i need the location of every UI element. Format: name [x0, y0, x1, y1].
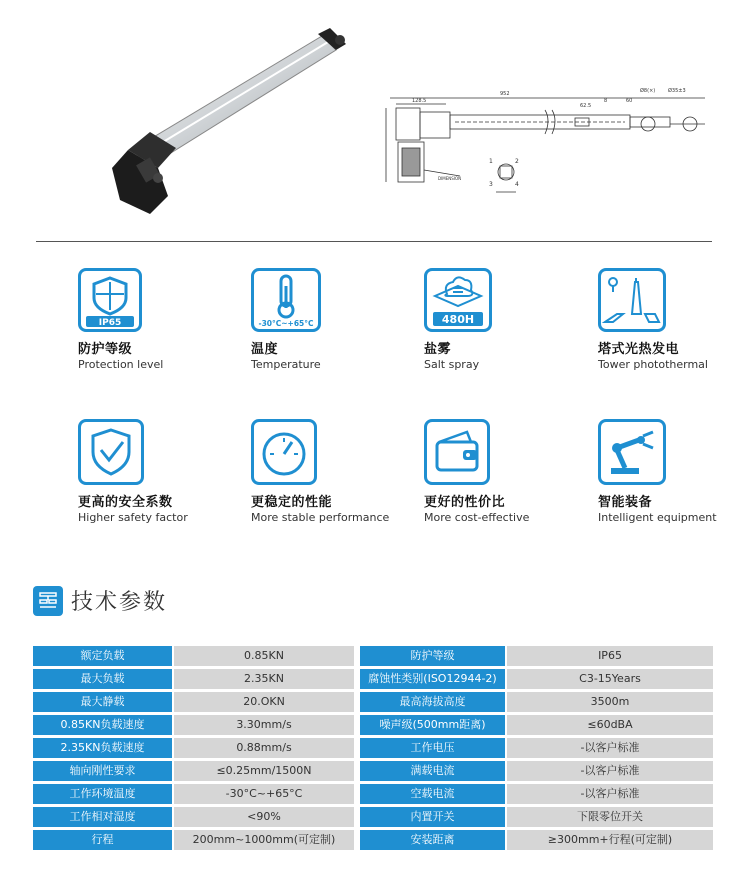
parameters-icon — [33, 586, 63, 616]
table-row — [33, 738, 713, 758]
spec-value: ≤0.25mm/1500N — [174, 761, 354, 781]
dim-end: 60 — [626, 98, 633, 104]
feature-subtitle: Salt spray — [424, 358, 480, 371]
spec-key: 噪声级(500mm距离) — [360, 715, 505, 735]
spec-key: 最大负载 — [33, 669, 172, 689]
spec-value: 下限零位开关 — [507, 807, 713, 827]
feature-safety — [78, 419, 250, 524]
feature-cost — [424, 419, 596, 524]
gauge-icon — [251, 419, 317, 485]
temp-range-badge: -30°C~+65°C — [258, 319, 314, 328]
spec-key: 工作环境温度 — [33, 784, 172, 804]
drawing-note: DIMENSION — [438, 176, 462, 181]
table-row — [33, 830, 713, 850]
spec-key: 最大静载 — [33, 692, 172, 712]
pin-2: 2 — [515, 158, 519, 165]
salt-spray-icon — [424, 268, 492, 332]
section-title: 技术参数 — [71, 590, 168, 615]
thermometer-icon — [251, 268, 321, 332]
pin-1: 1 — [489, 158, 493, 165]
feature-subtitle: More cost-effective — [424, 511, 530, 524]
spec-key: 安装距离 — [360, 830, 505, 850]
shield-icon — [78, 268, 142, 332]
spec-value: 3500m — [507, 692, 713, 712]
spec-key: 额定负载 — [33, 646, 172, 666]
spec-value: 2.35KN — [174, 669, 354, 689]
dim-rear: 8 — [604, 98, 608, 104]
spec-value: -以客户标准 — [507, 761, 713, 781]
feature-title: 更稳定的性能 — [251, 495, 333, 510]
tower-solar-icon — [598, 268, 666, 332]
spec-value: ≥300mm+行程(可定制) — [507, 830, 713, 850]
feature-intelligent — [598, 419, 744, 524]
hours-badge: 480H — [441, 313, 475, 326]
feature-subtitle: Temperature — [251, 358, 321, 371]
check-shield-icon — [78, 419, 144, 485]
spec-value: 0.88mm/s — [174, 738, 354, 758]
feature-title: 盐雾 — [424, 342, 452, 357]
feature-title: 更高的安全系数 — [78, 495, 173, 510]
table-row — [33, 715, 713, 735]
spec-value: C3-15Years — [507, 669, 713, 689]
actuator-illustration — [0, 0, 744, 240]
feature-title: 塔式光热发电 — [598, 342, 680, 357]
feature-subtitle: Tower photothermal — [598, 358, 708, 371]
section-divider — [36, 241, 712, 242]
spec-table — [33, 646, 713, 853]
spec-key: 空载电流 — [360, 784, 505, 804]
feature-title: 更好的性价比 — [424, 495, 506, 510]
ip65-badge: IP65 — [98, 318, 122, 328]
spec-value: 200mm~1000mm(可定制) — [174, 830, 354, 850]
spec-key: 腐蚀性类别(ISO12944-2) — [360, 669, 505, 689]
spec-value: <90% — [174, 807, 354, 827]
spec-value: 3.30mm/s — [174, 715, 354, 735]
dim-hole-a: Ø8(×) — [640, 88, 656, 94]
spec-key: 最高海拔高度 — [360, 692, 505, 712]
dim-motor: 128.5 — [412, 98, 427, 104]
feature-temperature — [251, 268, 423, 371]
feature-tower-photothermal — [598, 268, 744, 371]
feature-subtitle: More stable performance — [251, 511, 390, 524]
product-hero — [0, 0, 744, 240]
feature-subtitle: Protection level — [78, 358, 164, 371]
spec-key: 防护等级 — [360, 646, 505, 666]
feature-salt-spray — [424, 268, 596, 371]
spec-value: -以客户标准 — [507, 738, 713, 758]
dimension-drawing — [386, 87, 705, 192]
dim-length: 952 — [500, 91, 510, 97]
spec-key: 工作相对湿度 — [33, 807, 172, 827]
feature-title: 智能装备 — [598, 495, 653, 510]
feature-title: 防护等级 — [78, 342, 133, 357]
spec-key: 2.35KN负载速度 — [33, 738, 172, 758]
dim-hole-b: Ø35±3 — [668, 88, 686, 94]
table-row — [33, 646, 713, 666]
actuator-photo — [112, 28, 346, 214]
table-row — [33, 692, 713, 712]
spec-value: ≤60dBA — [507, 715, 713, 735]
robot-arm-icon — [598, 419, 666, 485]
feature-subtitle: Higher safety factor — [78, 511, 188, 524]
table-row — [33, 761, 713, 781]
table-row — [33, 807, 713, 827]
spec-value: -以客户标准 — [507, 784, 713, 804]
feature-subtitle: Intelligent equipment — [598, 511, 717, 524]
spec-key: 轴向刚性要求 — [33, 761, 172, 781]
spec-key: 内置开关 — [360, 807, 505, 827]
table-row — [33, 669, 713, 689]
spec-key: 0.85KN负载速度 — [33, 715, 172, 735]
spec-value: 0.85KN — [174, 646, 354, 666]
section-heading — [33, 585, 167, 616]
spec-value: IP65 — [507, 646, 713, 666]
table-row — [33, 784, 713, 804]
feature-protection — [78, 268, 250, 371]
pin-3: 3 — [489, 181, 493, 188]
spec-key: 工作电压 — [360, 738, 505, 758]
spec-key: 满载电流 — [360, 761, 505, 781]
feature-stability — [251, 419, 423, 524]
pin-4: 4 — [515, 181, 519, 188]
wallet-icon — [424, 419, 490, 485]
dim-mid: 62.5 — [580, 103, 592, 109]
spec-value: -30°C~+65°C — [174, 784, 354, 804]
spec-key: 行程 — [33, 830, 172, 850]
spec-value: 20.OKN — [174, 692, 354, 712]
feature-title: 温度 — [251, 342, 279, 357]
